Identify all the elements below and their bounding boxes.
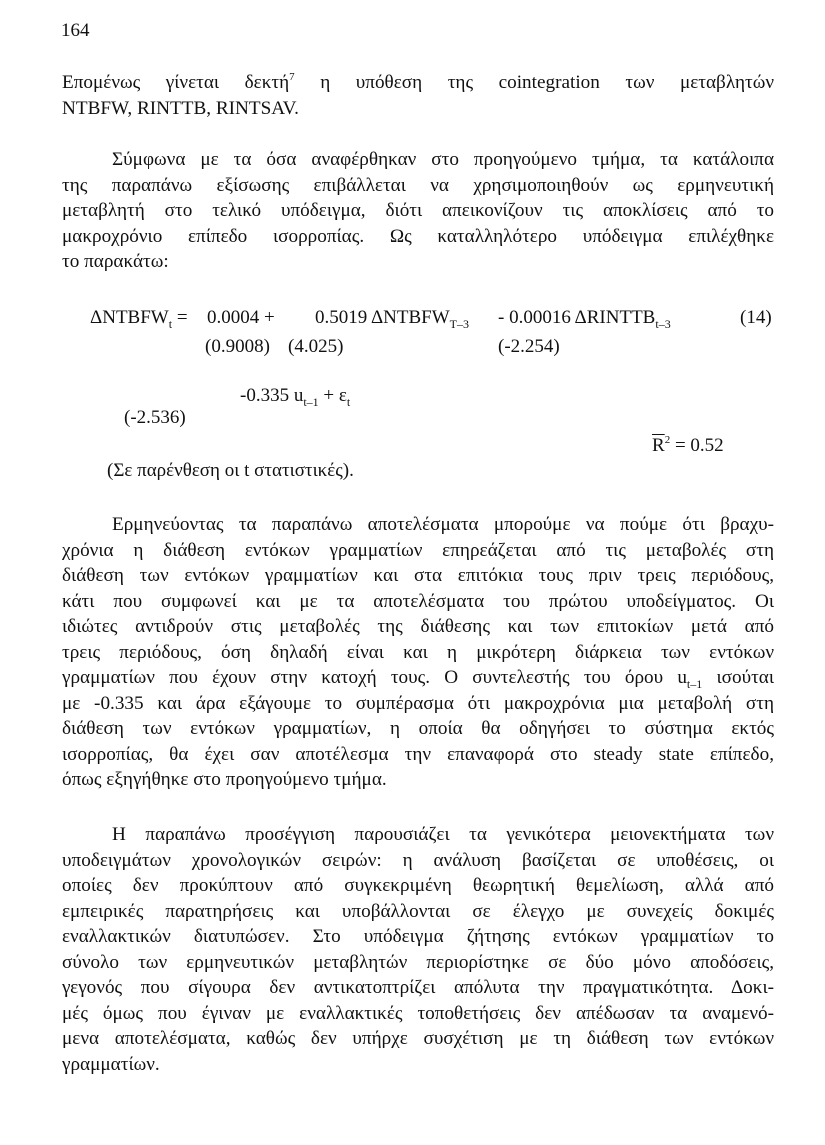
- r-squared: $\overline{R}^2 = 0.52$: [652, 433, 724, 456]
- text-line: μακροχρόνιο επίπεδο ισορροπίας. Ως καταλληλότερο υπόδειγμα επιλέχθηκε: [62, 225, 774, 247]
- t-stat-rinttb: (-2.254): [498, 336, 560, 357]
- equation-coef-rinttb: - 0.00016 $\Delta RINTTB_{t-3}$: [498, 307, 671, 331]
- equation-coef-ntbfw: 0.5019 $\Delta NTBFW_{T-3}$: [315, 307, 470, 331]
- text-line: Σύμφωνα με τα όσα αναφέρθηκαν στο προηγούμενο τμήμα, τα κατάλοιπα: [112, 149, 774, 170]
- text-line: εναλλακτικών διατυπώσεν. Στο υπόδειγμα ζήτησης εντόκων γραμματίων το: [62, 926, 774, 947]
- text-line: γεγονός που σίγουρα δεν αντικατοπτρίζει απόλυτα την πραγματικότητα. Δοκι-: [62, 977, 774, 998]
- text-line: το παρακάτω:: [62, 251, 169, 272]
- t-stat-constant: (0.9008): [205, 336, 270, 357]
- text-line: τρεις περιόδους, όση δηλαδή είναι και η μικρότερη διάρκεια των εντόκων: [62, 641, 774, 663]
- t-stat-ecm: (-2.536): [124, 407, 186, 428]
- t-stat-ntbfw: (4.025): [288, 336, 344, 357]
- text-line: χρόνια η διάθεση εντόκων γραμματίων επηρεάζεται από τις μεταβολές στη: [62, 539, 774, 561]
- text-line: υποδειγμάτων χρονολογικών σειρών: η ανάλυση βασίζεται σε υποθέσεις, οι: [62, 849, 774, 871]
- footnote-ref: 7: [289, 70, 295, 83]
- text-line: όπως εξηγήθηκε στο προηγούμενο τμήμα.: [62, 769, 387, 790]
- equation-constant: 0.0004 +: [207, 307, 275, 328]
- text-line: ισορροπίας, θα έχει σαν αποτέλεσμα την επαναφορά στο steady state επίπεδο,: [62, 743, 774, 765]
- text-line: Ερμηνεύοντας τα παραπάνω αποτελέσματα μπορούμε να πούμε ότι βραχυ-: [112, 514, 774, 535]
- paragraph-cointegration: [62, 70, 774, 121]
- text-line: γραμματίων που έχουν στην κατοχή τους. Ο συντελεστής του όρου $u_{t-1}$ ισούται: [62, 667, 774, 691]
- text-line: εμπειρικές παρατηρήσεις και υποβάλλονται σε έλεγχο με συνεχείς δοκιμές: [62, 900, 774, 922]
- paragraph-interpretation: [62, 512, 774, 793]
- text-line: NTBFW, RINTTB, RINTSAV.: [62, 97, 299, 119]
- equation-note: (Σε παρένθεση οι t στατιστικές).: [107, 460, 354, 481]
- text-line: σύνολο των ερμηνευτικών μεταβλητών περιορίστηκε σε δύο μόνο αποδόσεις,: [62, 951, 774, 973]
- text-line: Επομένως γίνεται δεκτή$^7$ η υπόθεση της cointegration των μεταβλητών: [62, 70, 774, 93]
- text-line: γραμματίων.: [62, 1053, 160, 1075]
- text-line: με -0.335 και άρα εξάγουμε το συμπέρασμα ότι μακροχρόνια μια μεταβολή στη: [62, 692, 774, 714]
- equation-number: (14): [740, 307, 772, 328]
- text-line: ιδιώτες αντιδρούν στις μεταβολές της διάθεσης και των επιτοκίων μετά από: [62, 616, 774, 637]
- text-line: μές όμως που έγιναν με εναλλακτικές τοποθετήσεις δεν απέδωσαν τα αναμενό-: [62, 1002, 774, 1024]
- text-line: διάθεση των εντόκων γραμματίων, η οποία θα οδηγήσει το σύστημα εκτός: [62, 718, 774, 739]
- text-line: διάθεση των εντόκων γραμματίων και στα επιτόκια τους πριν τρεις περιόδους,: [62, 565, 774, 586]
- page-number: 164: [61, 20, 90, 41]
- equation-ecm-term: -0.335 $u_{t-1} + \varepsilon_t$: [240, 385, 351, 409]
- text-line: Η παραπάνω προσέγγιση παρουσιάζει τα γενικότερα μειονεκτήματα των: [112, 824, 774, 845]
- text-line: κάτι που συμφωνεί και με τα αποτελέσματα του πρώτου υποδείγματος. Οι: [62, 590, 774, 612]
- text-line: μεταβλητή στο τελικό υπόδειγμα, διότι απεικονίζουν τις αποκλίσεις από το: [62, 200, 774, 221]
- equation-lhs: $\Delta NTBFW_t$ =: [90, 307, 188, 331]
- text-line: οποίες δεν προκύπτουν από συγκεκριμένη θεωρητική θεμελίωση, αλλά από: [62, 875, 774, 896]
- text-line: μενα αποτελέσματα, καθώς δεν υπήρχε συσχέτιση με τη διάθεση των εντόκων: [62, 1028, 774, 1049]
- paragraph-model-selection: [62, 147, 774, 275]
- paragraph-limitations: [62, 822, 774, 1077]
- text-line: της παραπάνω εξίσωσης επιβάλλεται να χρησιμοποιηθούν ως ερμηνευτική: [62, 174, 774, 196]
